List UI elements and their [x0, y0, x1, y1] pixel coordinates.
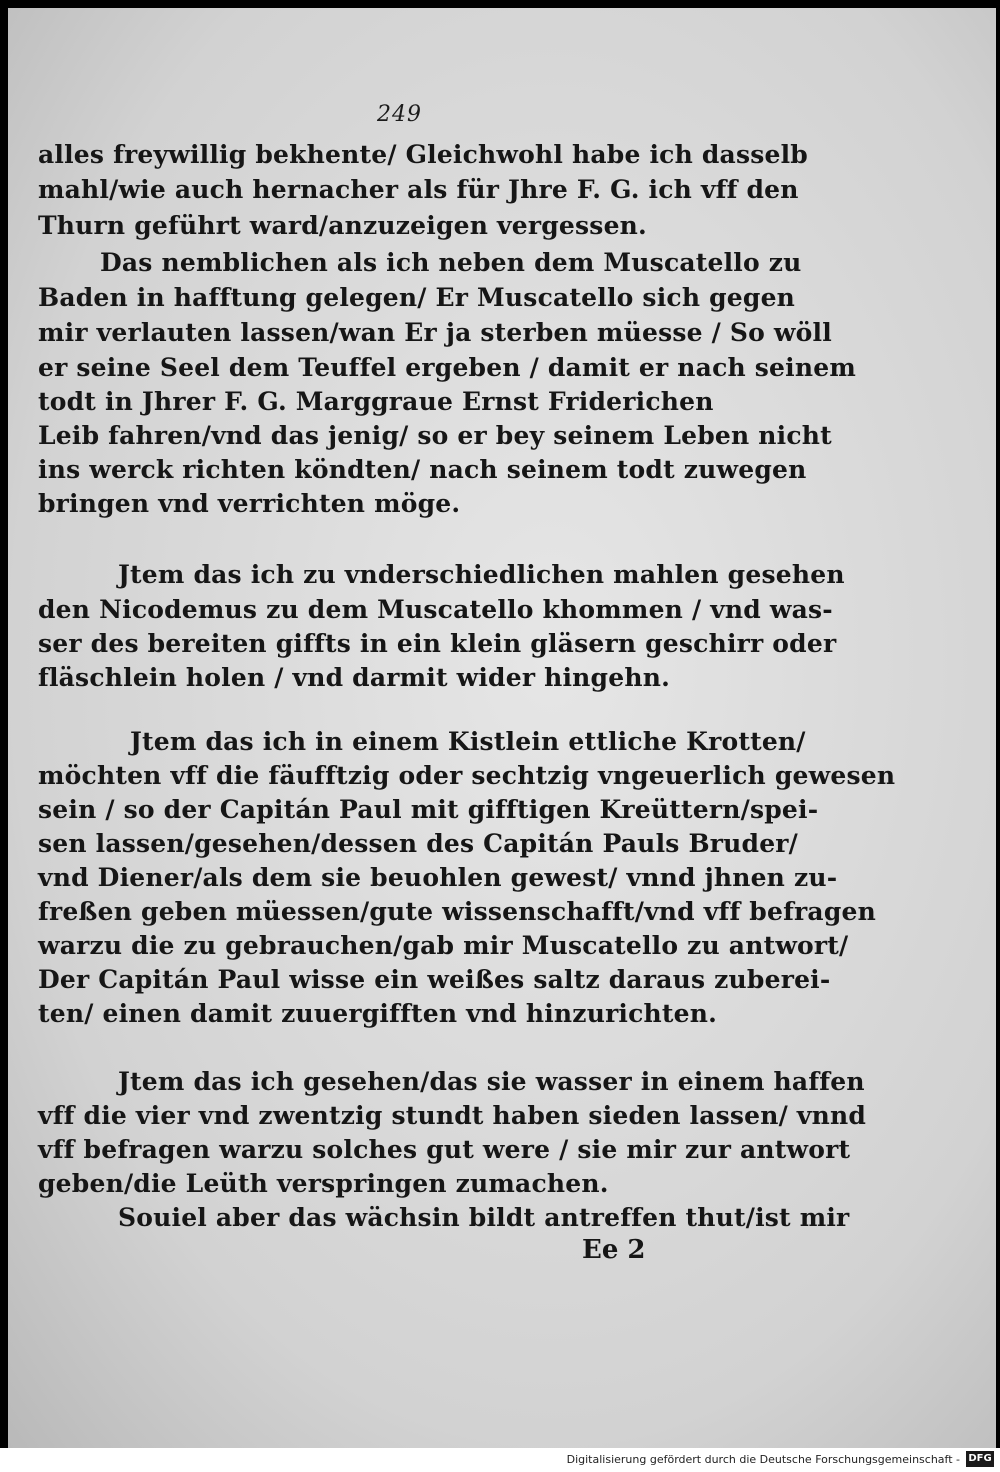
text-line: geben/die Leüth verspringen zumachen.	[38, 1169, 609, 1198]
text-line: den Nicodemus zu dem Muscatello khommen / vnd was-	[38, 595, 833, 624]
text-line: ins werck richten köndten/ nach seinem todt zuwegen	[38, 455, 807, 484]
text-line: ten/ einen damit zuuergifften vnd hinzurichten.	[38, 999, 718, 1028]
text-line: vff die vier vnd zwentzig stundt haben sieden lassen/ vnnd	[38, 1101, 867, 1130]
text-line: freßen geben müessen/gute wissenschafft/vnd vff befragen	[38, 897, 876, 926]
text-line: bringen vnd verrichten möge.	[38, 489, 461, 518]
text-line: vnd Diener/als dem sie beuohlen gewest/ vnnd jhnen zu-	[38, 863, 838, 892]
footer-credit: Digitalisierung gefördert durch die Deutsche Forschungsgemeinschaft -	[566, 1453, 960, 1466]
page-number: 249	[377, 102, 422, 127]
text-line: todt in Jhrer F. G. Marggraue Ernst Friderichen	[38, 387, 714, 416]
text-line: er seine Seel dem Teuffel ergeben / damit er nach seinem	[38, 353, 856, 382]
text-line: vff befragen warzu solches gut were / sie mir zur antwort	[38, 1135, 851, 1164]
text-line: sen lassen/gesehen/dessen des Capitán Pauls Bruder/	[38, 829, 799, 858]
text-line: warzu die zu gebrauchen/gab mir Muscatello zu antwort/	[38, 931, 849, 960]
text-line: Leib fahren/vnd das jenig/ so er bey seinem Leben nicht	[38, 421, 832, 450]
text-line: alles freywillig bekhente/ Gleichwohl habe ich dasselb	[38, 140, 808, 169]
text-line: Souiel aber das wächsin bildt antreffen thut/ist mir	[118, 1203, 850, 1232]
text-line: fläschlein holen / vnd darmit wider hingehn.	[38, 663, 670, 692]
signature-mark: Ee 2	[582, 1235, 646, 1265]
text-line: mahl/wie auch hernacher als für Jhre F. G. ich vff den	[38, 175, 799, 204]
text-line: Jtem das ich gesehen/das sie wasser in einem haffen	[118, 1067, 865, 1096]
text-line: möchten vff die fäufftzig oder sechtzig vngeuerlich gewesen	[38, 761, 896, 790]
dfg-logo: DFG	[966, 1451, 994, 1467]
text-line: ser des bereiten giffts in ein klein gläsern geschirr oder	[38, 629, 837, 658]
text-line: Jtem das ich in einem Kistlein ettliche Krotten/	[130, 727, 806, 756]
text-line: mir verlauten lassen/wan Er ja sterben müesse / So wöll	[38, 318, 832, 347]
text-line: Baden in hafftung gelegen/ Er Muscatello sich gegen	[38, 283, 796, 312]
text-line: Jtem das ich zu vnderschiedlichen mahlen gesehen	[118, 560, 845, 589]
text-line: Das nemblichen als ich neben dem Muscatello zu	[100, 248, 802, 277]
text-line: Thurn geführt ward/anzuzeigen vergessen.	[38, 211, 647, 240]
text-line: sein / so der Capitán Paul mit gifftigen Kreüttern/spei-	[38, 795, 819, 824]
text-line: Der Capitán Paul wisse ein weißes saltz daraus zuberei-	[38, 965, 831, 994]
